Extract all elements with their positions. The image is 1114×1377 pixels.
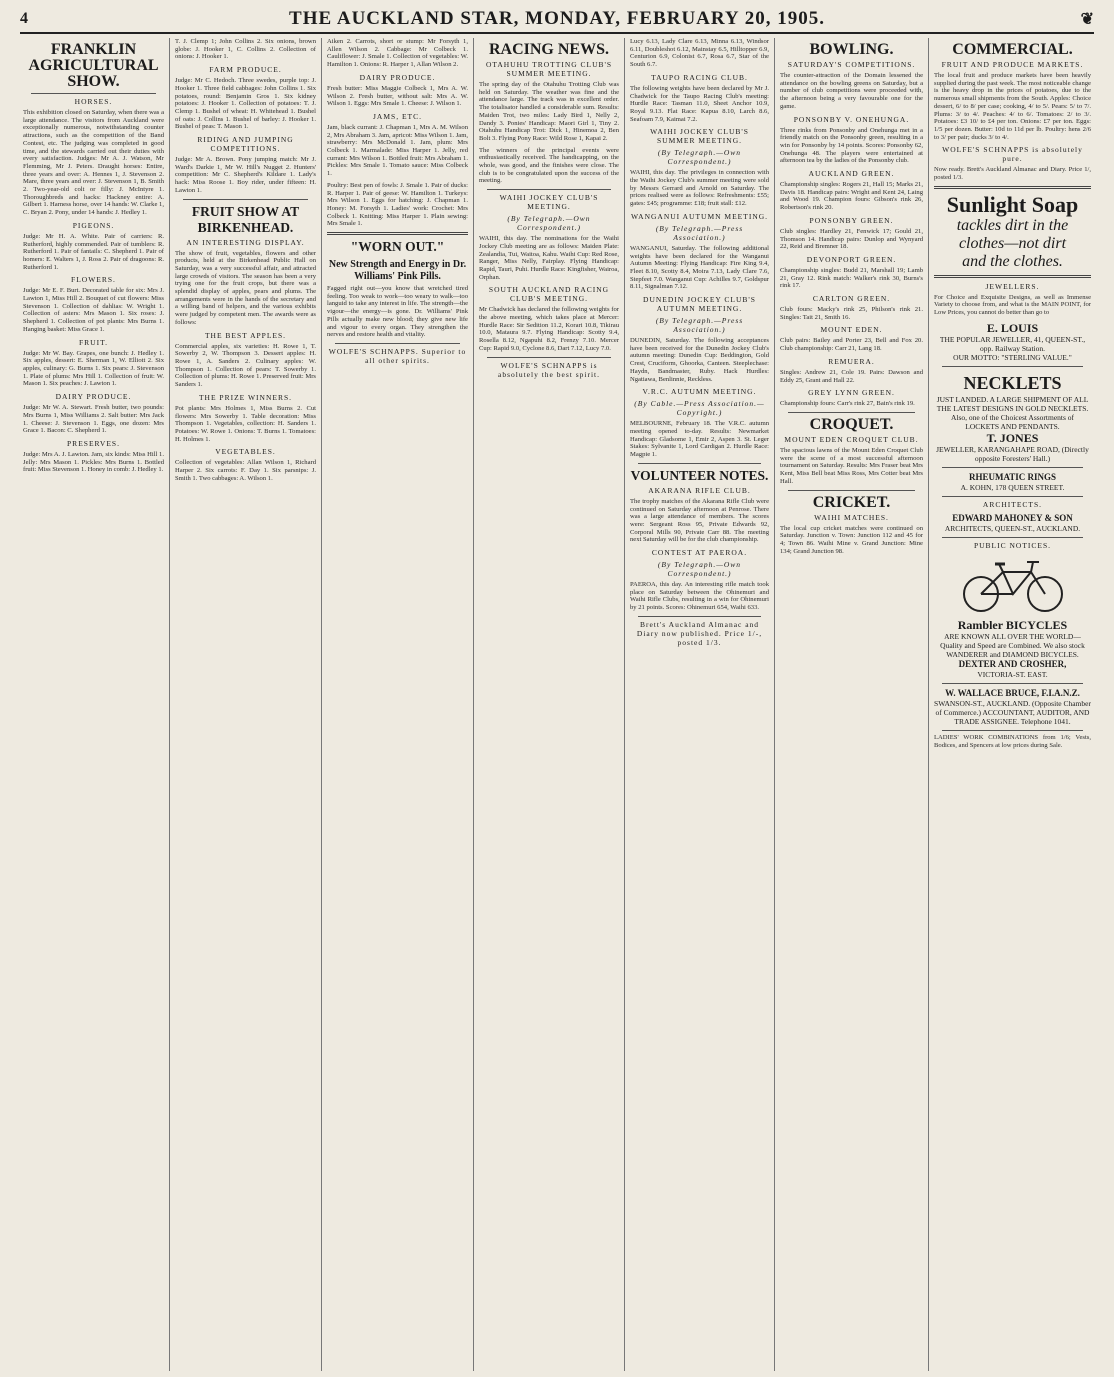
prize-winners-heading: THE PRIZE WINNERS. xyxy=(198,392,293,402)
racing-news-heading: RACING NEWS. xyxy=(488,41,609,58)
rheumatic-title: RHEUMATIC RINGS xyxy=(968,471,1057,482)
best-apples-heading: THE BEST APPLES. xyxy=(204,330,287,340)
bowling-heading: BOWLING. xyxy=(809,41,894,58)
louis-address: THE POPULAR JEWELLER, 41, QUEEN-ST., opp. Railway Station. xyxy=(939,334,1086,353)
jams-text: Jam, black currant: J. Chapman 1, Mrs A. M. Wilson 2, Mrs Abraham 3. Jam, apricot: Miss Wilson 1. Jam, strawberry: Mrs McDonald 1. Jam, plum: Mrs Colbeck 1. Marmalade: Miss Harper 1. Jelly, red currant: Mrs Wilson 1. Bottled fruit: Mrs Abraham 1. Pickles: Mrs Smale 1. Tomato sauce: Miss Colbeck 1. xyxy=(327,123,468,178)
bowling-subheading: SATURDAY'S COMPETITIONS. xyxy=(787,60,916,69)
schnapps-notice: WOLFE'S SCHNAPPS is absolutely pure. xyxy=(942,145,1083,164)
cricket-text: The local cup cricket matches were continued on Saturday. Junction v. Town: Junction 112 and 45 for 4; Town 86. Waihi Mine v. Grand Junction: Mine 134; Grand Junction 98. xyxy=(780,524,923,555)
schnapps-notice: WOLFE'S SCHNAPPS. Superior to all other spirits. xyxy=(328,346,467,365)
vegetables-heading: VEGETABLES. xyxy=(215,447,276,457)
devonport-text: Championship singles: Budd 21, Marshall 19; Lamb 21, Gray 12. Rink match: Walker's rink 30, Burns's rink 17. xyxy=(780,266,923,290)
farm-produce-heading: FARM PRODUCE. xyxy=(209,65,282,75)
croquet-text: The spacious lawns of the Mount Eden Croquet Club were the scene of a most successful afternoon tournament on Saturday. Results: Mrs Fraser beat Mrs Kent, Miss Bell beat Miss Ross, Mrs Cotter beat Mrs Hall. xyxy=(780,446,923,485)
volunteer-notes-heading: VOLUNTEER NOTES. xyxy=(630,467,769,483)
divider xyxy=(31,93,156,94)
divider xyxy=(487,189,611,190)
dunedin-text: DUNEDIN, Saturday. The following acceptances have been received for the Dunedin Jockey Club's autumn meeting: Dunedin Cup: Beddington, Gold Crest, Cruciform, Ghoorka, Canteen. Steeplechase: Haydn, Bandmaster, Ruby. Hack Hurdles: Ngatiawa, Benlinnie, Reckless. xyxy=(630,337,769,383)
vrc-text: MELBOURNE, February 18. The V.R.C. autumn meeting opened to-day. Results: Newmarket Handicap: Gladsome 1, Emir 2, Aspen 3. St. Leger Stakes: Sylvanite 1, Lord Cardigan 2. Hurdle Race: Magpie 1. xyxy=(630,420,769,459)
best-apples-text: Commercial apples, six varieties: H. Rowe 1, T. Sowerby 2, W. Thompson 3. Dessert apples: H. Rowe 1, A. Sanders 2. Culinary apples: W. Thompson 1. Collection of pears: T. Sowerby 1. Collection of plums: H. Rowe 1. Preserved fruit: Mrs Sanders 1. xyxy=(175,342,316,389)
continued-weights: Lucy 6.13, Lady Clare 6.13, Minna 6.13, Windsor 6.11, Doubleshot 6.12, Mainstay 6.5, Hilltopper 6.9, Centurion 6.9, Colonist 6.7, Rosa 6.7, Star of the South 6.7. xyxy=(630,38,769,69)
cricket-subheading: WAIHI MATCHES. xyxy=(814,512,889,522)
ladies-work-notice: LADIES' WORK COMBINATIONS from 1/6; Vests, Bodices, and Spencers at low prices during Sale. xyxy=(934,733,1091,749)
masthead xyxy=(20,6,1094,34)
bruce-name: W. WALLACE BRUCE, F.I.A.N.Z. xyxy=(945,687,1080,698)
divider xyxy=(942,467,1083,468)
divider xyxy=(942,730,1083,731)
waihi-summer-text: WAIHI, this day. The privileges in connection with the Waihi Jockey Club's summer meeting were sold by Messrs Gerrard and Arnold on Saturday. The prices realised were as follows: Refreshments: £55; gates: £45; programme: £18; fruit stall: £12. xyxy=(630,169,769,208)
divider xyxy=(487,357,611,358)
bruce-ad xyxy=(934,688,1091,726)
croquet-heading: CROQUET. xyxy=(809,415,894,433)
divider xyxy=(934,275,1091,278)
section-title: PRESERVES. xyxy=(67,438,120,448)
almanac-text: Now ready. Brett's Auckland Almanac and Diary. Price 1/, posted 1/3. xyxy=(934,166,1091,182)
rambler-text: ARE KNOWN ALL OVER THE WORLD—Quality and Speed are Combined. We also stock WANDERER and DIAMOND BICYCLES. xyxy=(940,631,1085,659)
sunlight-soap-ad xyxy=(934,193,1091,271)
dairy-section xyxy=(23,392,164,435)
grey-lynn-text: Championship fours: Carr's rink 27, Bain's rink 19. xyxy=(780,400,915,408)
divider xyxy=(335,343,460,344)
franklin-show-heading: FRANKLIN AGRICULTURAL SHOW. xyxy=(28,41,159,90)
sunlight-line-2: tackles dirt in the xyxy=(956,216,1069,234)
wanganui-heading: WANGANUI AUTUMN MEETING. xyxy=(630,211,769,221)
waihi-summer-heading: WAIHI JOCKEY CLUB'S SUMMER MEETING. xyxy=(650,127,749,146)
waihi-byline: (By Telegraph.—Own Correspondent.) xyxy=(507,214,591,233)
dunedin-byline: (By Telegraph.—Press Association.) xyxy=(655,316,744,335)
preserves-section xyxy=(23,439,164,474)
grey-lynn-heading: GREY LYNN GREEN. xyxy=(808,388,895,398)
commercial-heading: COMMERCIAL. xyxy=(952,41,1073,58)
divider xyxy=(942,683,1083,684)
section-title: HORSES. xyxy=(74,97,113,106)
section-text: Judge: Mr E. F. Burt. Decorated table for six: Mrs J. Lawton 1, Miss Hill 2. Bouquet of cut flowers: Miss Stevenson 1. Collection of dahlias: W. Wright 1. Collection of asters: Mrs Mason 1. Six roses: J. Shepherd 1. Collection of pot plants: Mrs Burns 1. Hanging basket: Miss Grace 1. xyxy=(23,287,164,333)
divider xyxy=(942,366,1083,367)
divider xyxy=(638,616,761,617)
louis-ad xyxy=(934,321,1091,362)
sunlight-line-3: clothes—not dirt xyxy=(958,234,1067,252)
rambler-title: Rambler BICYCLES xyxy=(957,617,1068,632)
architects-heading: ARCHITECTS. xyxy=(982,499,1043,509)
markets-subheading: FRUIT AND PRODUCE MARKETS. xyxy=(941,60,1084,69)
south-auckland-heading: SOUTH AUCKLAND RACING CLUB'S MEETING. xyxy=(488,285,610,304)
dexter-name: DEXTER AND CROSHER, xyxy=(958,658,1067,669)
bowling-text: The counter-attraction of the Domain lessened the attendance on the bowling greens on Saturday, but a number of club competitions were proceeded with, the afternoon being a very favourable one for the game. xyxy=(780,72,923,110)
otahuhu-text-2: The winners of the principal events were enthusiastically received. The handicapping, on the whole, was good, and the finishes were close. The club is to be congratulated upon the success of the meeting. xyxy=(479,146,619,185)
auckland-green-text: Championship singles: Rogers 21, Hall 15; Marks 21, Davis 18. Handicap pairs: Wright and Kent 24, Laing and Wood 19. Champion fours: Gibson's rink 26, Robertson's rink 20. xyxy=(780,181,923,212)
akarana-subheading: AKARANA RIFLE CLUB. xyxy=(648,485,751,495)
pink-pills-subheading: New Strength and Energy in Dr. Williams' Pink Pills. xyxy=(328,259,467,283)
otahuhu-text: The spring day of the Otahuhu Trotting Club was held on Saturday. The weather was fine and the attendance large. The track was in excellent order. The totalisator handled a considerable sum. Results: Maiden Trot, two miles: Lady Bird 1, Nelly 2, Dandy 3. Ponies' Handicap: Maori Girl 1, Tiny 2. Otahuhu Handicap Trot: Dick 1, Hinemoa 2, Ben Bolt 3. Flying Pony Race: Wild Rose 1, Kapai 2. xyxy=(479,81,619,142)
schnapps-notice: WOLFE'S SCHNAPPS is absolutely the best spirit. xyxy=(498,360,600,379)
vrc-heading: V.R.C. AUTUMN MEETING. xyxy=(642,387,757,397)
divider xyxy=(934,186,1091,189)
mount-eden-text: Club pairs: Bailey and Porter 23, Bell and Fox 20. Club championship: Carr 21, Lang 18. xyxy=(780,337,923,353)
column-1 xyxy=(18,38,170,1371)
riding-text: Judge: Mr A. Brown. Pony jumping match: Mr J. Ward's Darkie 1, Mr W. Hill's Nugget 2. Hunters' competition: Mr C. Shepherd's Kildare 1. Lady's hack: Miss Roose 1. Boy rider, under fifteen: H. Lawton 1. xyxy=(175,156,316,194)
markets-text: The local fruit and produce markets have been heavily supplied during the past week. The most noticeable change is the heavy drop in the prices of potatoes, due to the numerous small shipments from the South. Apples: Choice dessert, 6/ to 8/ per case; cooking, 4/ to 5/. Pears: 5/ to 7/. Plums: 3/ to 4/. Peaches: 4/ to 6/. Tomatoes: 2/ to 3/. Potatoes: £3 10/ to £4 per ton. Onions: £7 per ton. Eggs: 1/5 per dozen. Butter: 10d to 11d per lb. Poultry: hens 2/6 to 3/ per pair; ducks 3/ to 4/. xyxy=(934,72,1091,141)
divider xyxy=(788,490,915,491)
fruit-section xyxy=(23,338,164,389)
louis-name: E. LOUIS xyxy=(986,320,1039,335)
farm-produce-text: Judge: Mr C. Hedoch. Three swedes, purple top: J. Hooker 1. Three field cabbages: John Collins 1. Six potatoes, round: Benjamin Gros 1. Six kidney potatoes: J. Hooker 1. Collection of potatoes: T. J. Clemp 1. Bushel of wheat: H. Whitehead 1. Bushel of oats: J. Collins 1. Bushel of barley: J. Hooker 1. Bushel of peas: T. Mason 1. xyxy=(175,77,316,131)
tjones-name: T. JONES xyxy=(986,430,1039,445)
continued-text: Aiken 2. Carrots, short or stump: Mr Forsyth 1, Allen Wilson 2. Cabbage: Mr Colbeck 1. Cauliflower: J. Smale 1. Collection of vegetables: W. Hamilton 1. Onions: R. Harper 1, Allan Wilson 2. xyxy=(327,38,468,69)
jams-heading: JAMS, ETC. xyxy=(373,111,422,121)
section-title: FLOWERS. xyxy=(71,275,116,285)
section-text: Judge: Mr H. A. White. Pair of carriers: R. Rutherford, highly commended. Pair of tumblers: R. Rutherford 1. Pair of fantails: C. Shepherd 1. Pair of homers: E. Walters 1, J. Ross 2. Pair of dragoons: R. Rutherford 1. xyxy=(23,232,164,271)
section-title: DAIRY PRODUCE. xyxy=(55,392,132,402)
mahoney-address: ARCHITECTS, QUEEN-ST., AUCKLAND. xyxy=(944,523,1081,533)
dairy-produce-heading: DAIRY PRODUCE. xyxy=(359,72,436,82)
birkenhead-text: The show of fruit, vegetables, flowers and other products, held at the Birkenhead Public Hall on Saturday, was a very successful affair, and attracted large crowds of visitors. The season has been a very trying one for the fruit crops, but there was a splendid display of apples, pears and plums. The arrangements were in the hands of the secretary and a willing band of helpers, and the various exhibits were judged by competent men. The awards were as follows: xyxy=(175,249,316,326)
divider xyxy=(183,199,308,200)
south-auckland-text: Mr Chadwick has declared the following weights for the above meeting, which takes place at Mercer: Hurdle Race: Sir Sedition 11.2, Korari 10.8, Tikirau 10.0, Mataura 9.7. Flying Handicap: Scotty 9.4, Rosella 8.12, Ngapuhi 8.2, Frenzy 7.10. Mercer Cup: Rapid 9.0, Cyclone 8.6, Dart 7.12, Lucy 7.0. xyxy=(479,306,619,352)
paeroa-byline: (By Telegraph.—Own Correspondent.) xyxy=(657,560,742,579)
vrc-byline: (By Cable.—Press Association.—Copyright.) xyxy=(634,399,765,418)
dexter-address: VICTORIA-ST. EAST. xyxy=(977,669,1048,679)
column-2 xyxy=(170,38,322,1371)
vegetables-text: Collection of vegetables: Allan Wilson 1, Richard Harper 2. Six carrots: F. Day 1. Six parsnips: J. Smith 1. Two cabbages: A. Wilson 1. xyxy=(175,459,316,482)
column-4 xyxy=(474,38,625,1371)
section-text: Judge: Mr W. A. Stewart. Fresh butter, two pounds: Mrs Burns 1, Miss Williams 2. Salt butter: Mrs Jack 1. Cheese: J. Stevenson 1. Eggs, one dozen: Mrs Grace 1. Bacon: C. Shepherd 1. xyxy=(23,404,164,435)
sunlight-line-1: Sunlight Soap xyxy=(946,191,1079,217)
waihi-text: WAIHI, this day. The nominations for the Waihi Jockey Club meeting are as follows: Maiden Plate: Zealandia, Tui, Waitoa, Kahu. Waihi Cup: Red Rose, Ranger, Miss Nelly, Fairplay. Flying Handicap: Rapid, Tauri, Puhi. Hurdle Race: Kingfisher, Wairoa, Orphan. xyxy=(479,235,619,281)
wanganui-byline: (By Telegraph.—Press Association.) xyxy=(655,223,744,242)
rheumatic-rings-ad xyxy=(934,472,1091,492)
newspaper-title: THE AUCKLAND STAR, MONDAY, FEBRUARY 20, 1905. xyxy=(289,8,825,29)
jewellers-text: For Choice and Exquisite Designs, as well as Immense Variety to choose from, and what is the MAIN POINT, for Low Prices, you cannot do better than go to xyxy=(934,293,1091,317)
jewellers-heading: JEWELLERS. xyxy=(985,281,1040,291)
divider xyxy=(327,232,468,235)
divider xyxy=(788,412,915,413)
ponsonby-green-heading: PONSONBY GREEN. xyxy=(809,215,894,225)
birkenhead-heading: FRUIT SHOW AT BIRKENHEAD. xyxy=(191,203,300,235)
devonport-heading: DEVONPORT GREEN. xyxy=(806,254,897,264)
otahuhu-subheading: OTAHUHU TROTTING CLUB'S SUMMER MEETING. xyxy=(485,60,613,78)
ponsonby-onehunga-text: Three rinks from Ponsonby and Onehunga met in a friendly match on the Ponsonby green, resulting in a win for Ponsonby by 14 points. Scores: Ponsonby 62, Onehunga 48. The players were entertained at afternoon tea by the ladies of the Ponsonby club. xyxy=(780,126,923,165)
carlton-heading: CARLTON GREEN. xyxy=(812,294,891,304)
waihi-heading: WAIHI JOCKEY CLUB'S MEETING. xyxy=(499,193,599,212)
almanac-notice: Brett's Auckland Almanac and Diary now published. Price 1/-, posted 1/3. xyxy=(636,619,763,647)
birkenhead-subheading: AN INTERESTING DISPLAY. xyxy=(186,237,305,247)
dunedin-heading: DUNEDIN JOCKEY CLUB'S AUTUMN MEETING. xyxy=(643,295,756,314)
necklets-text: JUST LANDED. A LARGE SHIPMENT OF ALL THE LATEST DESIGNS IN GOLD NECKLETS. Also, one of the Choicest Assortments of LOCKETS AND PENDANTS. xyxy=(936,394,1089,431)
louis-motto: OUR MOTTO: "STERLING VALUE." xyxy=(953,352,1072,362)
remuera-text: Singles: Andrew 21, Cole 19. Pairs: Dawson and Eddy 25, Grant and Hall 22. xyxy=(780,368,923,384)
sunlight-line-4: and the clothes. xyxy=(962,252,1063,270)
rambler-ad xyxy=(934,618,1091,679)
page-number: 4 xyxy=(20,10,28,27)
tjones-address: JEWELLER, KARANGAHAPE ROAD, (Directly opposite Foresters' Hall.) xyxy=(936,444,1089,463)
auckland-green-heading: AUCKLAND GREEN. xyxy=(808,169,895,179)
cricket-heading: CRICKET. xyxy=(812,493,891,511)
mahoney-ad xyxy=(934,513,1091,533)
remuera-heading: REMUERA. xyxy=(828,356,875,366)
kohn-address: A. KOHN, 178 QUEEN STREET. xyxy=(960,482,1065,492)
waihi-summer-byline: (By Telegraph.—Own Correspondent.) xyxy=(657,148,742,167)
pigeons-section xyxy=(23,221,164,272)
column-5 xyxy=(625,38,775,1371)
continued-text: T. J. Clemp 1; John Collins 2. Six onions, brown globe: J. Hooker 1, C. Collins 2. Collection of onions: J. Hooker 1. xyxy=(175,38,316,61)
section-text: This exhibition closed on Saturday, when there was a large attendance. The visitors from Auckland were exceptionally numerous, notwithstanding counter attractions, such as the competition of the Band Contest, etc. The judging was completed in good time, and the stewards carried out their duties with every satisfaction. Judges: Mr A. J. Watson, Mr Flemming, Mr J. Peters. Draught horses: Entire, three years and over: A. Hennes 1, J. Stevenson 2. Mare, three years and over: J. Stevenson 1, B. Smith 2. Two-year-old colt or filly: J. McIntyre 1. Thoroughbreds and hacks: Hackney entire: A. Gilbert 1. Harness horse, over 14 hands: W. Clarke 1, C. Bryan 2. Pony, under 14 hands: J. Hedley 1. xyxy=(23,109,164,217)
mount-eden-heading: MOUNT EDEN. xyxy=(820,325,883,335)
carlton-text: Club fours: Macky's rink 25, Philson's rink 21. Singles: Tait 21, Smith 16. xyxy=(780,306,923,321)
taupo-text: The following weights have been declared by Mr J. Chadwick for the Taupo Racing Club's meeting: Hurdle Race: Tasman 11.0, Sheet Anchor 10.9, Royal 9.13. Flat Race: Kapua 8.10, Larch 8.6, Seafoam 7.9, Kaimai 7.2. xyxy=(630,84,769,123)
mahoney-name: EDWARD MAHONEY & SON xyxy=(952,512,1073,523)
akarana-text: The trophy matches of the Akarana Rifle Club were continued on Saturday afternoon at Penrose. There was a large attendance of members. The scores were: Sergeant Ross 95, Private Edwards 92, Corporal Mills 90, Private Carr 88. The meeting next Saturday will be for the club championship. xyxy=(630,497,769,544)
public-notices-heading: PUBLIC NOTICES. xyxy=(973,540,1052,550)
riding-heading: RIDING AND JUMPING COMPETITIONS. xyxy=(197,135,294,154)
bruce-address: SWANSON-ST., AUCKLAND. (Opposite Chamber of Commerce.) ACCOUNTANT, AUDITOR, AND TRADE ASSIGNEE. Telephone 1041. xyxy=(934,698,1091,726)
wanganui-text: WANGANUI, Saturday. The following additional weights have been declared for the Wanganui Autumn Meeting: Flying Handicap: Fire King 9.4, Fleet 8.10, Scotty 8.4, Moira 7.13, Lady Clare 7.6, Stepfeet 7.0. Wanganui Cup: Achilles 9.7, Goldspur 8.11, Signalman 7.12. xyxy=(630,244,769,291)
pink-pills-text: Fagged right out—you know that wretched tired feeling. Too weak to work—too weary to walk—too languid to take any interest in life. The strength—the vigour—the energy—is gone. Dr. Williams' Pink Pills actually make new blood; they give new life and vigour to every organ. They strengthen the nerves and restore health and vitality. xyxy=(327,285,468,339)
column-3 xyxy=(322,38,474,1371)
poultry-text: Poultry: Best pen of fowls: J. Smale 1. Pair of ducks: R. Harper 1. Pair of geese: W. Hamilton 1. Turkeys: Mrs Wilson 1. Eggs for hatching: J. Chapman 1. Honey: M. Forsyth 1. Ladies' work: Crochet: Mrs Colbeck 1. Knitting: Miss Harper 1. Plain sewing: Mrs Smale 1. xyxy=(327,181,468,228)
ponsonby-green-text: Club singles: Hardley 21, Fenwick 17; Gould 21, Thomson 14. Handicap pairs: Dunlop and Wynyard 22, Reid and Bremner 18. xyxy=(780,227,923,251)
paeroa-heading: CONTEST AT PAEROA. xyxy=(651,548,748,558)
dairy-produce-text: Fresh butter: Miss Maggie Colbeck 1, Mrs A. W. Wilson 2. Fresh butter, without salt: Mrs A. W. Wilson 1. Eggs: Mrs Smale 1. Cheese: J. Wilson 1. xyxy=(327,84,468,108)
section-title: PIGEONS. xyxy=(72,220,115,230)
bicycle-icon xyxy=(953,554,1073,614)
horses-section xyxy=(23,97,164,217)
ponsonby-onehunga-heading: PONSONBY V. ONEHUNGA. xyxy=(793,114,910,124)
divider xyxy=(942,496,1083,497)
necklets-ad xyxy=(934,371,1091,463)
prize-winners-text: Pot plants: Mrs Holmes 1, Miss Burns 2. Cut flowers: Mrs Sowerby 1. Table decoration: Miss Thompson 1. Vegetables, collection: H. Sanders 1. Potatoes: W. Rowe 1. Onions: T. Burns 1. Tomatoes: H. Holmes 1. xyxy=(175,404,316,443)
section-title: FRUIT. xyxy=(79,337,108,347)
worn-out-heading: "WORN OUT." xyxy=(350,239,445,255)
section-text: Judge: Mrs A. J. Lawton. Jam, six kinds: Miss Hill 1. Jelly: Mrs Mason 1. Pickles: Mrs Burns 1. Bottled fruit: Miss Stevenson 1. Honey in comb: J. Hedley 1. xyxy=(23,450,164,474)
taupo-heading: TAUPO RACING CLUB. xyxy=(651,72,748,82)
divider xyxy=(942,537,1083,538)
column-6 xyxy=(775,38,929,1371)
necklets-title: NECKLETS xyxy=(963,372,1062,393)
section-text: Judge: Mr W. Bay. Grapes, one bunch: J. Hedley 1. Six apples, dessert: E. Sherman 1, W. Elliott 2. Six apples, culinary: G. Burns 1. Six pears: J. Stevenson 1. Plate of plums: Mrs Hill 1. Collection of fruit: W. Mason 1. Six peaches: J. Lawton 1. xyxy=(23,349,164,388)
masthead-mark: ❦ xyxy=(1080,11,1094,28)
divider xyxy=(638,463,761,464)
croquet-subheading: MOUNT EDEN CROQUET CLUB. xyxy=(784,434,919,444)
column-7 xyxy=(929,38,1096,1371)
paeroa-text: PAEROA, this day. An interesting rifle match took place on Saturday between the Ohinemuri and Waihi Rifle Clubs, resulting in a win for Ohinemuri by 21 points. Scores: Ohinemuri 654, Waihi 633. xyxy=(630,581,769,612)
flowers-section xyxy=(23,275,164,333)
